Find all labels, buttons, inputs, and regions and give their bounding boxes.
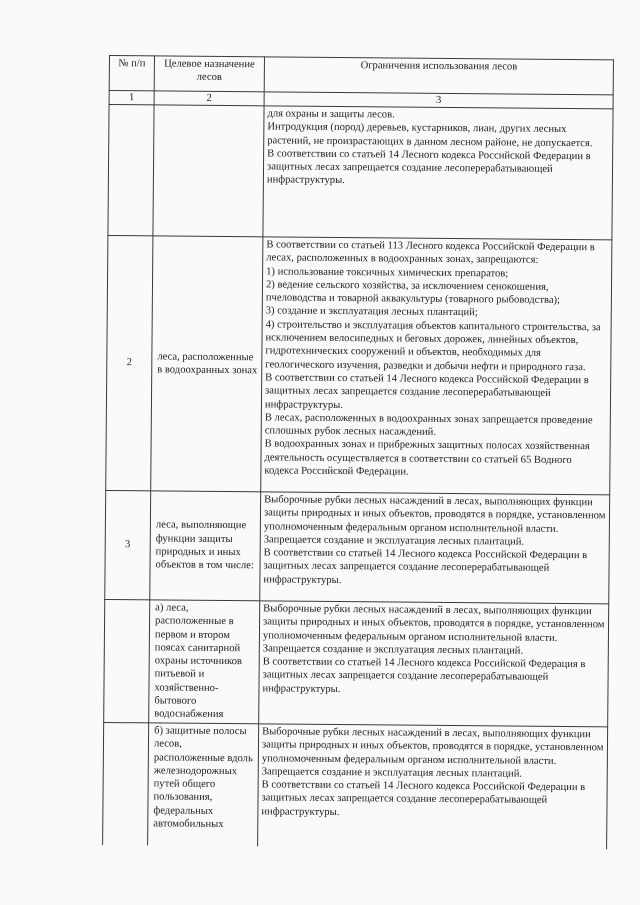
restriction-text: В соответствии со статьей 14 Лесного кодекса Российской Федерации в защитных лесах запрещается создание лесоперерабатывающей инфраструктуры.	[261, 779, 586, 818]
restriction-text: Выборочные рубки лесных насаждений в лесах, выполняющих функции защиты природных и иных объектов, проводятся в порядке, установленном уполномоченным федеральным органом исполнительной власти.	[261, 726, 604, 767]
restriction-text: В лесах, расположенных в водоохранных зонах запрещается проведение сплошных рубок лесных насаждений.	[264, 412, 593, 439]
restriction-text: 4) строительство и эксплуатация объектов капитального строительства, за исключением велосипедных и беговых дорожек, линейных объектов, гидротехнических сооружений и объектов, необходимых для геологического изучения, разведки и добычи нефти и природного газа.	[265, 319, 601, 373]
row-restrictions	[259, 601, 609, 727]
table-header-row	[109, 56, 613, 95]
row-restrictions	[261, 237, 612, 495]
row-number	[104, 599, 150, 722]
column-number: 1	[109, 91, 154, 105]
header-purpose: Целевое назначение лесов	[154, 56, 264, 92]
restriction-text: В соответствии со статьей 14 Лесного кодекса Российской Федерации в защитных лесах запрещается создание лесоперерабатывающей инфраструктуры.	[266, 148, 591, 187]
row-restrictions	[263, 106, 613, 240]
restriction-text: 2) ведение сельского хозяйства, за исключением сенокошения, пчеловодства и товарной аквакультуры (товарного рыбоводства);	[265, 279, 561, 307]
table-row	[106, 235, 612, 494]
restriction-text: Выборочные рубки лесных насаждений в лесах, выполняющих функции защиты природных и иных объектов, проводятся в порядке, установленном уполномоченным федеральным органом исполнительной власти.	[262, 603, 605, 644]
restriction-text: Запрещается создание и эксплуатация лесных плантаций.	[262, 643, 524, 657]
restriction-text: 1) использование токсичных химических препаратов;	[266, 265, 509, 280]
column-number: 2	[154, 91, 264, 106]
header-restrictions: Ограничения использования лесов	[264, 57, 613, 95]
table-row	[108, 105, 613, 240]
row-number: 2	[106, 235, 153, 490]
row-purpose: а) леса, расположенные в первом и втором поясах санитарной охраны источников питьевой и хозяйственно-бытового водоснабжения	[149, 600, 260, 724]
row-restrictions	[260, 492, 610, 604]
row-purpose: леса, выполняющие функции защиты природных и иных объектов в том числе:	[150, 491, 261, 601]
table-row	[104, 599, 609, 726]
column-number: 3	[264, 92, 613, 109]
restriction-text: Запрещается создание и эксплуатация лесных плантаций.	[261, 766, 523, 780]
restriction-text: Запрещается создание и эксплуатация лесных плантаций.	[263, 534, 525, 548]
restriction-text: 3) создание и эксплуатация лесных плантаций;	[265, 305, 478, 319]
table-row	[105, 490, 610, 603]
restriction-text: В соответствии со статьей 113 Лесного кодекса Российской Федерации в лесах, расположенных в водоохранных зонах, запрещаются:	[266, 239, 595, 267]
row-number	[103, 722, 149, 845]
restriction-text: В соответствии со статьей 14 Лесного кодекса Российской Федерации в защитных лесах запрещается создание лесоперерабатывающей инфраструктуры.	[264, 372, 589, 411]
restriction-text: В соответствии со статьей 14 Лесного кодекса Российской Федерация в защитных лесах запрещается создание лесоперерабатывающей инфраструктуры.	[262, 656, 586, 695]
row-purpose: б) защитные полосы лесов, расположенные вдоль железнодорожных путей общего пользования, федеральных автомобильных	[148, 723, 259, 846]
row-number	[108, 105, 154, 236]
restrictions-table	[102, 55, 614, 849]
restriction-text: В водоохранных зонах и прибрежных защитных полосах хозяйственная деятельность осуществляется в соответствии со статьей 65 Водного кодекса Российской Федерации.	[264, 438, 590, 478]
table-row	[103, 722, 608, 849]
restriction-text: Выборочные рубки лесных насаждений в лесах, выполняющих функции защиты природных и иных объектов, проводятся в порядке, установленном уполномоченным федеральным органом исполнительной власти.	[263, 494, 606, 535]
header-number: № п/п	[109, 56, 154, 91]
restriction-text: для охраны и защиты лесов.	[267, 108, 395, 121]
row-purpose: леса, расположенные в водоохранных зонах	[151, 236, 263, 492]
restriction-text: Интродукция (пород) деревьев, кустарников, лиан, других лесных растений, не произрастающих в данном лесном районе, не допускается.	[267, 121, 593, 149]
row-purpose	[153, 105, 264, 237]
restriction-text: В соответствии со статьей 14 Лесного кодекса Российской Федерации в защитных лесах запрещается создание лесоперерабатывающей инфраструктуры.	[263, 547, 588, 586]
row-number: 3	[105, 490, 151, 599]
row-restrictions	[258, 724, 608, 850]
